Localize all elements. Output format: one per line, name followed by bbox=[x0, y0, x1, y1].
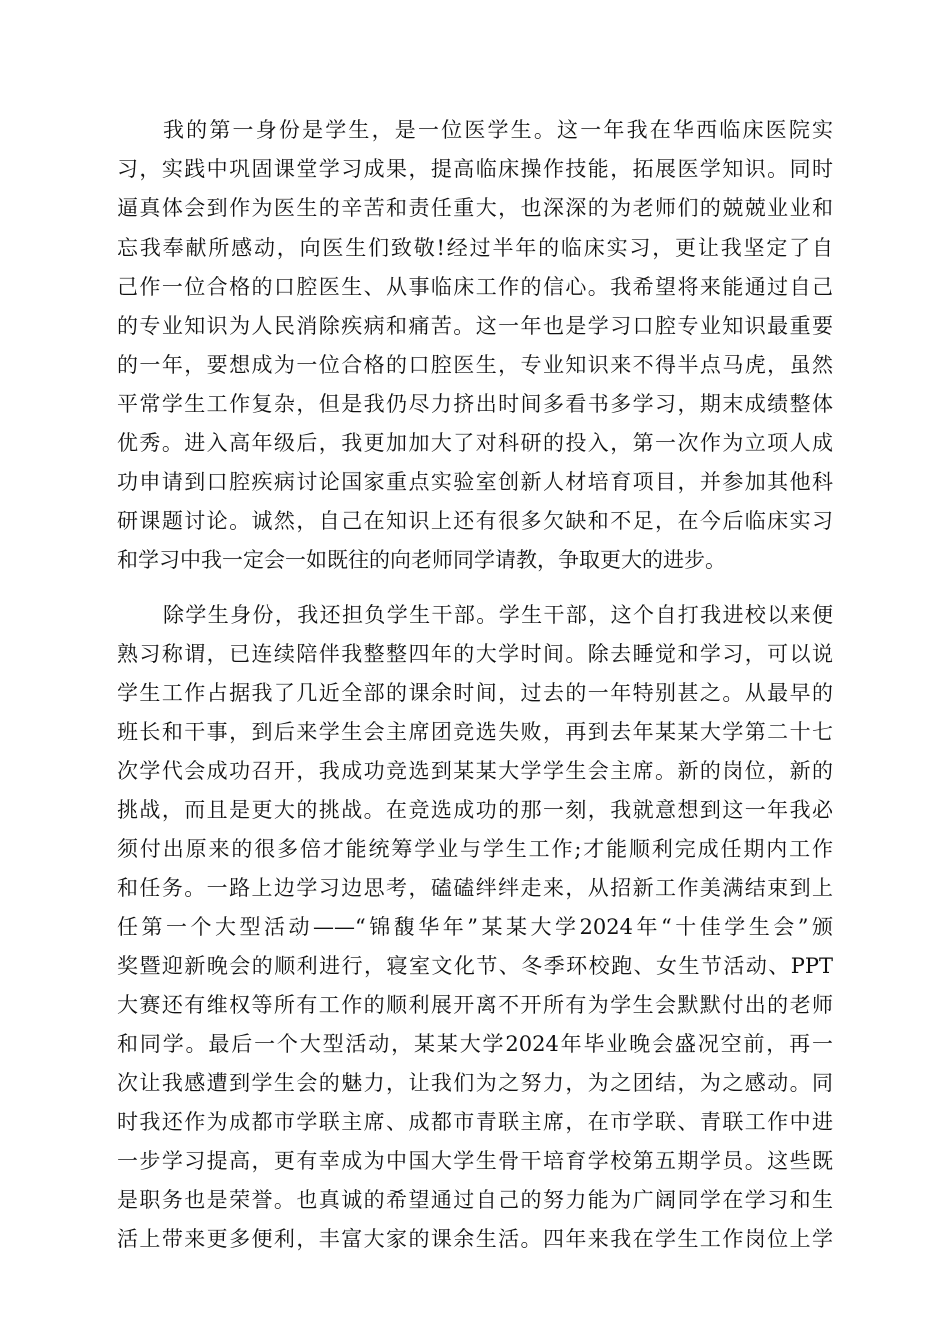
text-line: 和学习中我一定会一如既往的向老师同学请教，争取更大的进步。 bbox=[117, 548, 726, 572]
text-line: 是职务也是荣誉。也真诚的希望通过自己的努力能为广阔同学在学习和生 bbox=[117, 1188, 833, 1212]
text-line: 大赛还有维权等所有工作的顺利展开离不开所有为学生会默默付出的老师 bbox=[117, 993, 833, 1017]
text-line: 时我还作为成都市学联主席、成都市青联主席，在市学联、青联工作中进 bbox=[117, 1110, 833, 1134]
text-line: 和任务。一路上边学习边思考，磕磕绊绊走来，从招新工作美满结束到上 bbox=[117, 876, 833, 900]
text-line: 逼真体会到作为医生的辛苦和责任重大，也深深的为老师们的兢兢业业和 bbox=[117, 196, 833, 220]
text-line: 班长和干事，到后来学生会主席团竞选失败，再到去年某某大学第二十七 bbox=[117, 720, 833, 744]
text-line: 功申请到口腔疾病讨论国家重点实验室创新人材培育项目，并参加其他科 bbox=[117, 470, 833, 494]
text-line: 的专业知识为人民消除疾病和痛苦。这一年也是学习口腔专业知识最重要 bbox=[117, 314, 833, 338]
text-line: 习，实践中巩固课堂学习成果，提高临床操作技能，拓展医学知识。同时 bbox=[117, 157, 833, 181]
text-line: 忘我奉献所感动，向医生们致敬!经过半年的临床实习，更让我坚定了自 bbox=[117, 236, 833, 260]
text-line: 须付出原来的很多倍才能统筹学业与学生工作;才能顺利完成任期内工作 bbox=[117, 837, 833, 861]
text-line: 奖暨迎新晚会的顺利进行，寝室文化节、冬季环校跑、女生节活动、PPT bbox=[117, 954, 833, 978]
text-line: 的一年，要想成为一位合格的口腔医生，专业知识来不得半点马虎，虽然 bbox=[117, 353, 833, 377]
text-line: 优秀。进入高年级后，我更加加大了对科研的投入，第一次作为立项人成 bbox=[117, 431, 833, 455]
text-line: 平常学生工作复杂，但是我仍尽力挤出时间多看书多学习，期末成绩整体 bbox=[117, 392, 833, 416]
text-line: 除学生身份，我还担负学生干部。学生干部，这个自打我进校以来便 bbox=[163, 603, 833, 627]
text-line: 熟习称谓，已连续陪伴我整整四年的大学时间。除去睡觉和学习，可以说 bbox=[117, 642, 833, 666]
text-line: 次让我感遭到学生会的魅力，让我们为之努力，为之团结，为之感动。同 bbox=[117, 1071, 833, 1095]
text-line: 我的第一身份是学生，是一位医学生。这一年我在华西临床医院实 bbox=[163, 118, 833, 142]
text-line: 和同学。最后一个大型活动，某某大学2024年毕业晚会盛况空前，再一 bbox=[117, 1032, 833, 1056]
text-line: 挑战，而且是更大的挑战。在竞选成功的那一刻，我就意想到这一年我必 bbox=[117, 798, 833, 822]
text-line: 任第一个大型活动——“锦馥华年”某某大学2024年“十佳学生会”颁 bbox=[117, 915, 833, 939]
text-line: 活上带来更多便利，丰富大家的课余生活。四年来我在学生工作岗位上学 bbox=[117, 1227, 833, 1251]
text-line: 己作一位合格的口腔医生、从事临床工作的信心。我希望将来能通过自己 bbox=[117, 275, 833, 299]
text-line: 学生工作占据我了几近全部的课余时间，过去的一年特别甚之。从最早的 bbox=[117, 681, 833, 705]
text-line: 一步学习提高，更有幸成为中国大学生骨干培育学校第五期学员。这些既 bbox=[117, 1149, 833, 1173]
text-line: 次学代会成功召开，我成功竞选到某某大学学生会主席。新的岗位，新的 bbox=[117, 759, 833, 783]
text-line: 研课题讨论。诚然，自己在知识上还有很多欠缺和不足，在今后临床实习 bbox=[117, 509, 833, 533]
